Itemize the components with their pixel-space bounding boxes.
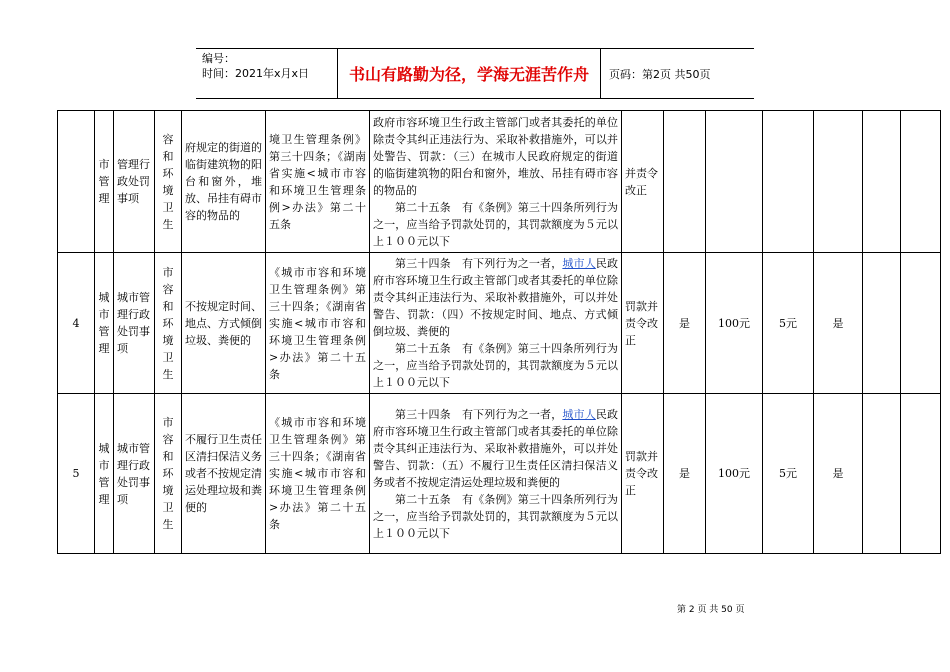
cell-legal-basis: 《城市市容和环境卫生管理条例》第三十四条；《湖南省实施<城市市容和环境卫生管理条例>办法》第二十五条 xyxy=(266,394,370,554)
cell-legal-basis: 境卫生管理条例》第三十四条；《湖南省实施<城市市容和环境卫生管理条例>办法》第二十五条 xyxy=(266,111,370,253)
table-row xyxy=(58,253,941,394)
cell-item-type: 管理行政处罚事项 xyxy=(114,111,155,253)
header-meta xyxy=(196,49,338,98)
cell-flag2: 是 xyxy=(814,253,863,394)
cell-behavior: 不履行卫生责任区清扫保洁义务或者不按规定清运处理垃圾和粪便的 xyxy=(182,394,266,554)
cell-behavior: 府规定的街道的临街建筑物的阳台和窗外，堆放、吊挂有碍市容的物品的 xyxy=(182,111,266,253)
cell-content: 第三十四条 有下列行为之一者，城市人民政府市容环境卫生行政主管部门或者其委托的单位除责令其纠正违法行为、采取补救措施外，可以并处警告、罚款：（五）不履行卫生责任区清扫保洁义务或者不按规定清运处理垃圾和粪便的 第二十五条 有《条例》第三十四条所列行为之一，应当给予罚款处罚的，其罚款额度为５元以上１００元以下 xyxy=(370,394,622,554)
cell-empty xyxy=(901,253,941,394)
content-link[interactable]: 城市人 xyxy=(562,257,596,270)
page-header xyxy=(196,48,754,99)
cell-domain: 市容和环境卫生 xyxy=(155,253,182,394)
cell-item-type: 城市管理行政处罚事项 xyxy=(114,394,155,554)
cell-max: 100元 xyxy=(706,253,763,394)
cell-legal-basis: 《城市市容和环境卫生管理条例》第三十四条；《湖南省实施<城市市容和环境卫生管理条例>办法》第二十五条 xyxy=(266,253,370,394)
page-label: 页码：第2页 共50页 xyxy=(609,67,711,81)
cell-flag: 是 xyxy=(664,253,706,394)
page-footer: 第 2 页 共 50 页 xyxy=(677,605,745,615)
number-label: 编号： xyxy=(202,52,235,65)
cell-flag xyxy=(664,111,706,253)
cell-min: 5元 xyxy=(763,394,814,554)
content-link[interactable]: 城市人 xyxy=(562,407,596,421)
cell-penalty-kind: 罚款并责令改正 xyxy=(622,253,664,394)
cell-empty xyxy=(863,253,901,394)
cell-category: 城市管理 xyxy=(95,253,114,394)
cell-domain: 容和环境卫生 xyxy=(155,111,182,253)
cell-item-type: 城市管理行政处罚事项 xyxy=(114,253,155,394)
cell-no: 4 xyxy=(58,253,95,394)
cell-behavior: 不按规定时间、地点、方式倾倒垃圾、粪便的 xyxy=(182,253,266,394)
cell-max xyxy=(706,111,763,253)
cell-penalty-kind: 并责令改正 xyxy=(622,111,664,253)
table-row xyxy=(58,394,941,554)
cell-min: 5元 xyxy=(763,253,814,394)
cell-no xyxy=(58,111,95,253)
table-row xyxy=(58,111,941,253)
penalty-table xyxy=(57,110,941,554)
cell-max: 100元 xyxy=(706,394,763,554)
cell-min xyxy=(763,111,814,253)
cell-empty xyxy=(863,394,901,554)
cell-empty xyxy=(901,111,941,253)
cell-empty xyxy=(863,111,901,253)
cell-empty xyxy=(901,394,941,554)
cell-category: 城市管理 xyxy=(95,394,114,554)
cell-domain: 市容和环境卫生 xyxy=(155,394,182,554)
motto-text: 书山有路勤为径，学海无涯苦作舟 xyxy=(338,49,601,98)
cell-flag2: 是 xyxy=(814,394,863,554)
time-label: 时间：2021年x月x日 xyxy=(202,67,310,80)
cell-content: 政府市容环境卫生行政主管部门或者其委托的单位除责令其纠正违法行为、采取补救措施外，可以并处警告、罚款：（三）在城市人民政府规定的街道的临街建筑物的阳台和窗外，堆放、吊挂有碍市容的物品的 第二十五条 有《条例》第三十四条所列行为之一，应当给予罚款处罚的，其罚款额度为５元以上１００元以下 xyxy=(370,111,622,253)
cell-penalty-kind: 罚款并责令改正 xyxy=(622,394,664,554)
cell-content: 第三十四条 有下列行为之一者，城市人民政府市容环境卫生行政主管部门或者其委托的单位除责令其纠正违法行为、采取补救措施外，可以并处警告、罚款：（四）不按规定时间、地点、方式倾倒垃圾、粪便的 第二十五条 有《条例》第三十四条所列行为之一，应当给予罚款处罚的，其罚款额度为５元以上１００元以下 xyxy=(370,253,622,394)
cell-flag2 xyxy=(814,111,863,253)
cell-flag: 是 xyxy=(664,394,706,554)
cell-category: 市管理 xyxy=(95,111,114,253)
cell-no: 5 xyxy=(58,394,95,554)
